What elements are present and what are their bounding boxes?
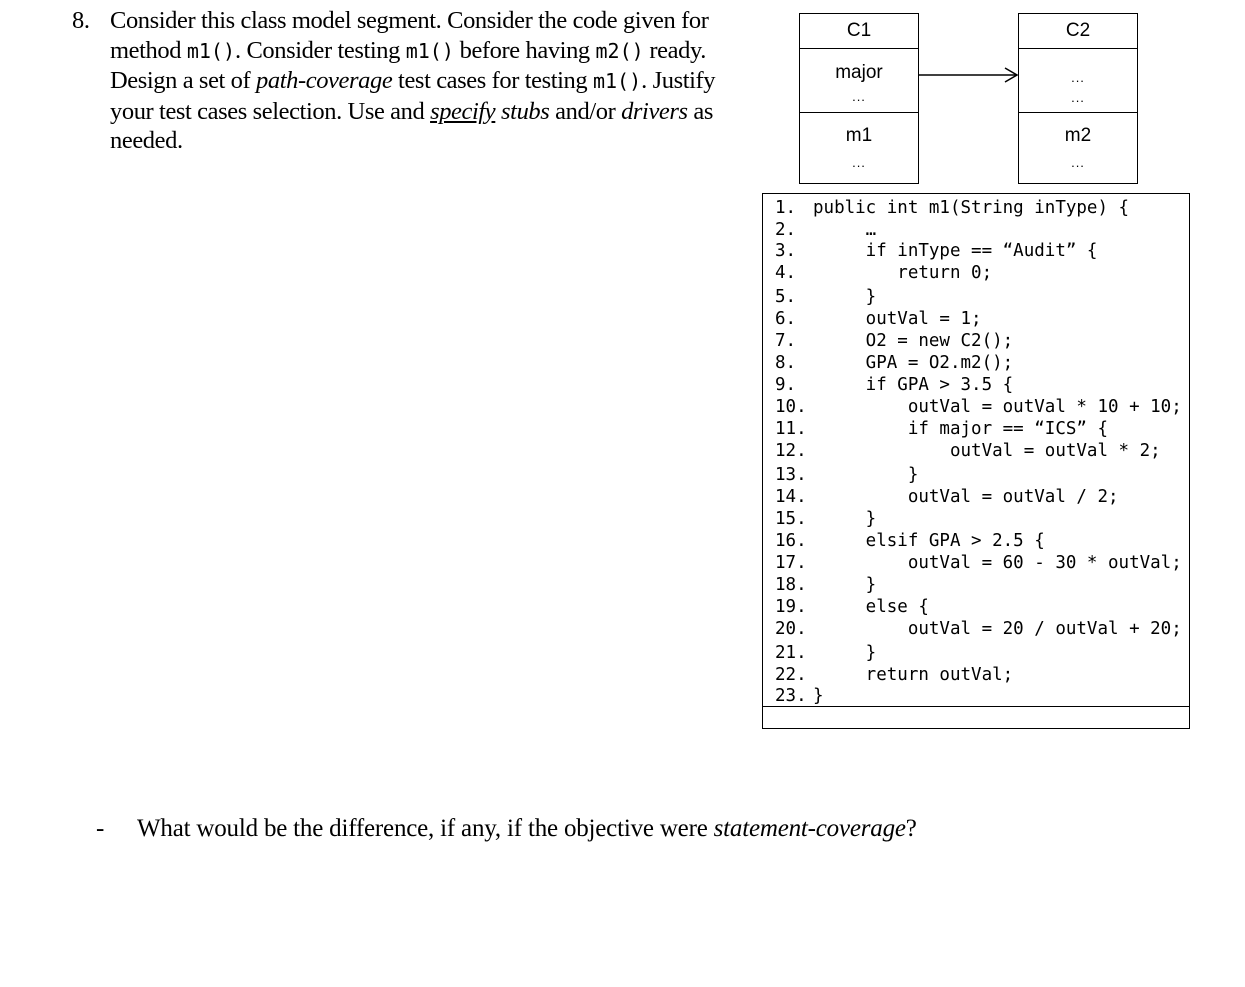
method-m1-ref: m1(): [186, 38, 235, 63]
line-number: 5.: [775, 287, 797, 307]
code-listing-divider: [763, 706, 1189, 707]
code-text: GPA = O2.m2();: [813, 353, 1014, 373]
line-number: 16.: [775, 531, 807, 551]
line-number: 19.: [775, 597, 807, 617]
code-text: if major == “ICS” {: [813, 419, 1109, 439]
code-line: [775, 352, 1013, 374]
class-c2-divider: [1019, 48, 1137, 49]
code-line: [775, 262, 992, 284]
code-line: [775, 618, 1182, 640]
drivers-term: drivers: [621, 97, 688, 125]
class-c2-attr-dots: ...: [1071, 70, 1085, 85]
code-text: …: [813, 220, 877, 240]
line-number: 7.: [775, 331, 797, 351]
class-c1-attribute: major: [835, 62, 883, 83]
class-c2-attr-dots: ...: [1071, 90, 1085, 105]
code-line: [775, 664, 1013, 686]
class-c1-attr-dots: ...: [852, 89, 866, 104]
question-text: [72, 6, 762, 156]
code-line: [775, 240, 1097, 262]
code-line: [775, 330, 1013, 352]
line-number: 11.: [775, 419, 807, 439]
path-coverage-term: path-coverage: [256, 67, 393, 94]
statement-coverage-term: statement-coverage: [713, 815, 906, 842]
code-line: [775, 486, 1119, 508]
code-line: [775, 530, 1045, 552]
code-line: [775, 552, 1182, 574]
method-m1-ref: m1(): [592, 69, 642, 93]
line-number: 17.: [775, 553, 807, 573]
code-text: }: [813, 686, 824, 706]
code-line: [775, 464, 918, 486]
class-c2-method: m2: [1064, 125, 1092, 146]
class-c1-name: C1: [846, 20, 872, 41]
class-c1-box: [799, 13, 919, 184]
code-text: return 0;: [813, 263, 993, 283]
bullet-dash: -: [96, 815, 105, 842]
code-line: [775, 685, 824, 707]
line-number: 6.: [775, 309, 797, 329]
association-arrow: [919, 64, 1023, 86]
line-number: 21.: [775, 643, 807, 663]
line-number: 9.: [775, 375, 797, 395]
code-text: elsif GPA > 2.5 {: [813, 531, 1045, 551]
line-number: 14.: [775, 487, 807, 507]
code-text: }: [813, 509, 877, 529]
code-text: if inType == “Audit” {: [813, 241, 1098, 261]
followup-text: What would be the difference, if any, if the objective were statement-coverage?: [137, 815, 917, 842]
stubs-term: stubs: [501, 97, 550, 125]
method-m2-ref: m2(): [595, 38, 644, 63]
line-number: 20.: [775, 619, 807, 639]
code-line: [775, 596, 929, 618]
class-c2-method-dots: ...: [1071, 155, 1085, 170]
code-text: outVal = outVal * 2;: [813, 441, 1161, 461]
code-text: }: [813, 287, 877, 307]
code-line: [775, 286, 876, 308]
class-c1-method-dots: ...: [852, 155, 866, 170]
code-text: }: [813, 465, 919, 485]
code-text: outVal = 60 - 30 * outVal;: [813, 553, 1182, 573]
followup-question: [96, 815, 917, 843]
line-number: 8.: [775, 353, 797, 373]
code-text: outVal = 20 / outVal + 20;: [813, 619, 1182, 639]
code-line: [775, 197, 1129, 219]
code-text: public int m1(String inType) {: [813, 198, 1130, 218]
code-line: [775, 440, 1161, 462]
code-text: }: [813, 575, 877, 595]
line-number: 15.: [775, 509, 807, 529]
class-c2-name: C2: [1065, 20, 1091, 41]
line-number: 22.: [775, 665, 807, 685]
code-line: [775, 642, 876, 664]
code-line: [775, 396, 1182, 418]
code-line: [775, 508, 876, 530]
class-c2-divider: [1019, 112, 1137, 113]
line-number: 18.: [775, 575, 807, 595]
line-number: 4.: [775, 263, 797, 283]
line-number: 1.: [775, 198, 797, 218]
line-number: 23.: [775, 686, 807, 706]
line-number: 12.: [775, 441, 807, 461]
code-text: return outVal;: [813, 665, 1014, 685]
code-text: if GPA > 3.5 {: [813, 375, 1014, 395]
code-text: outVal = 1;: [813, 309, 982, 329]
method-m1-ref: m1(): [405, 38, 454, 63]
line-number: 10.: [775, 397, 807, 417]
code-text: outVal = outVal * 10 + 10;: [813, 397, 1182, 417]
code-line: [775, 574, 876, 596]
code-line: [775, 308, 982, 330]
class-c1-divider: [800, 112, 918, 113]
code-line: [775, 374, 1013, 396]
class-c1-divider: [800, 48, 918, 49]
code-text: O2 = new C2();: [813, 331, 1014, 351]
class-c2-box: [1018, 13, 1138, 184]
code-listing: [762, 193, 1190, 729]
code-text: else {: [813, 597, 929, 617]
line-number: 2.: [775, 220, 797, 240]
line-number: 3.: [775, 241, 797, 261]
class-c1-method: m1: [845, 125, 873, 146]
question-number: 8.: [72, 7, 90, 34]
code-line: [775, 219, 876, 241]
code-text: outVal = outVal / 2;: [813, 487, 1119, 507]
question-body: Consider this class model segment. Consider the code given for method m1(). Consider testing m1() before having m2() ready. Design a set of path-coverage test cases for testing m1(). Justify your test cases selection. Use and specify stubs and/or drivers as needed.: [110, 7, 716, 154]
code-line: [775, 418, 1108, 440]
code-text: }: [813, 643, 877, 663]
line-number: 13.: [775, 465, 807, 485]
specify-term: specify: [430, 97, 496, 125]
